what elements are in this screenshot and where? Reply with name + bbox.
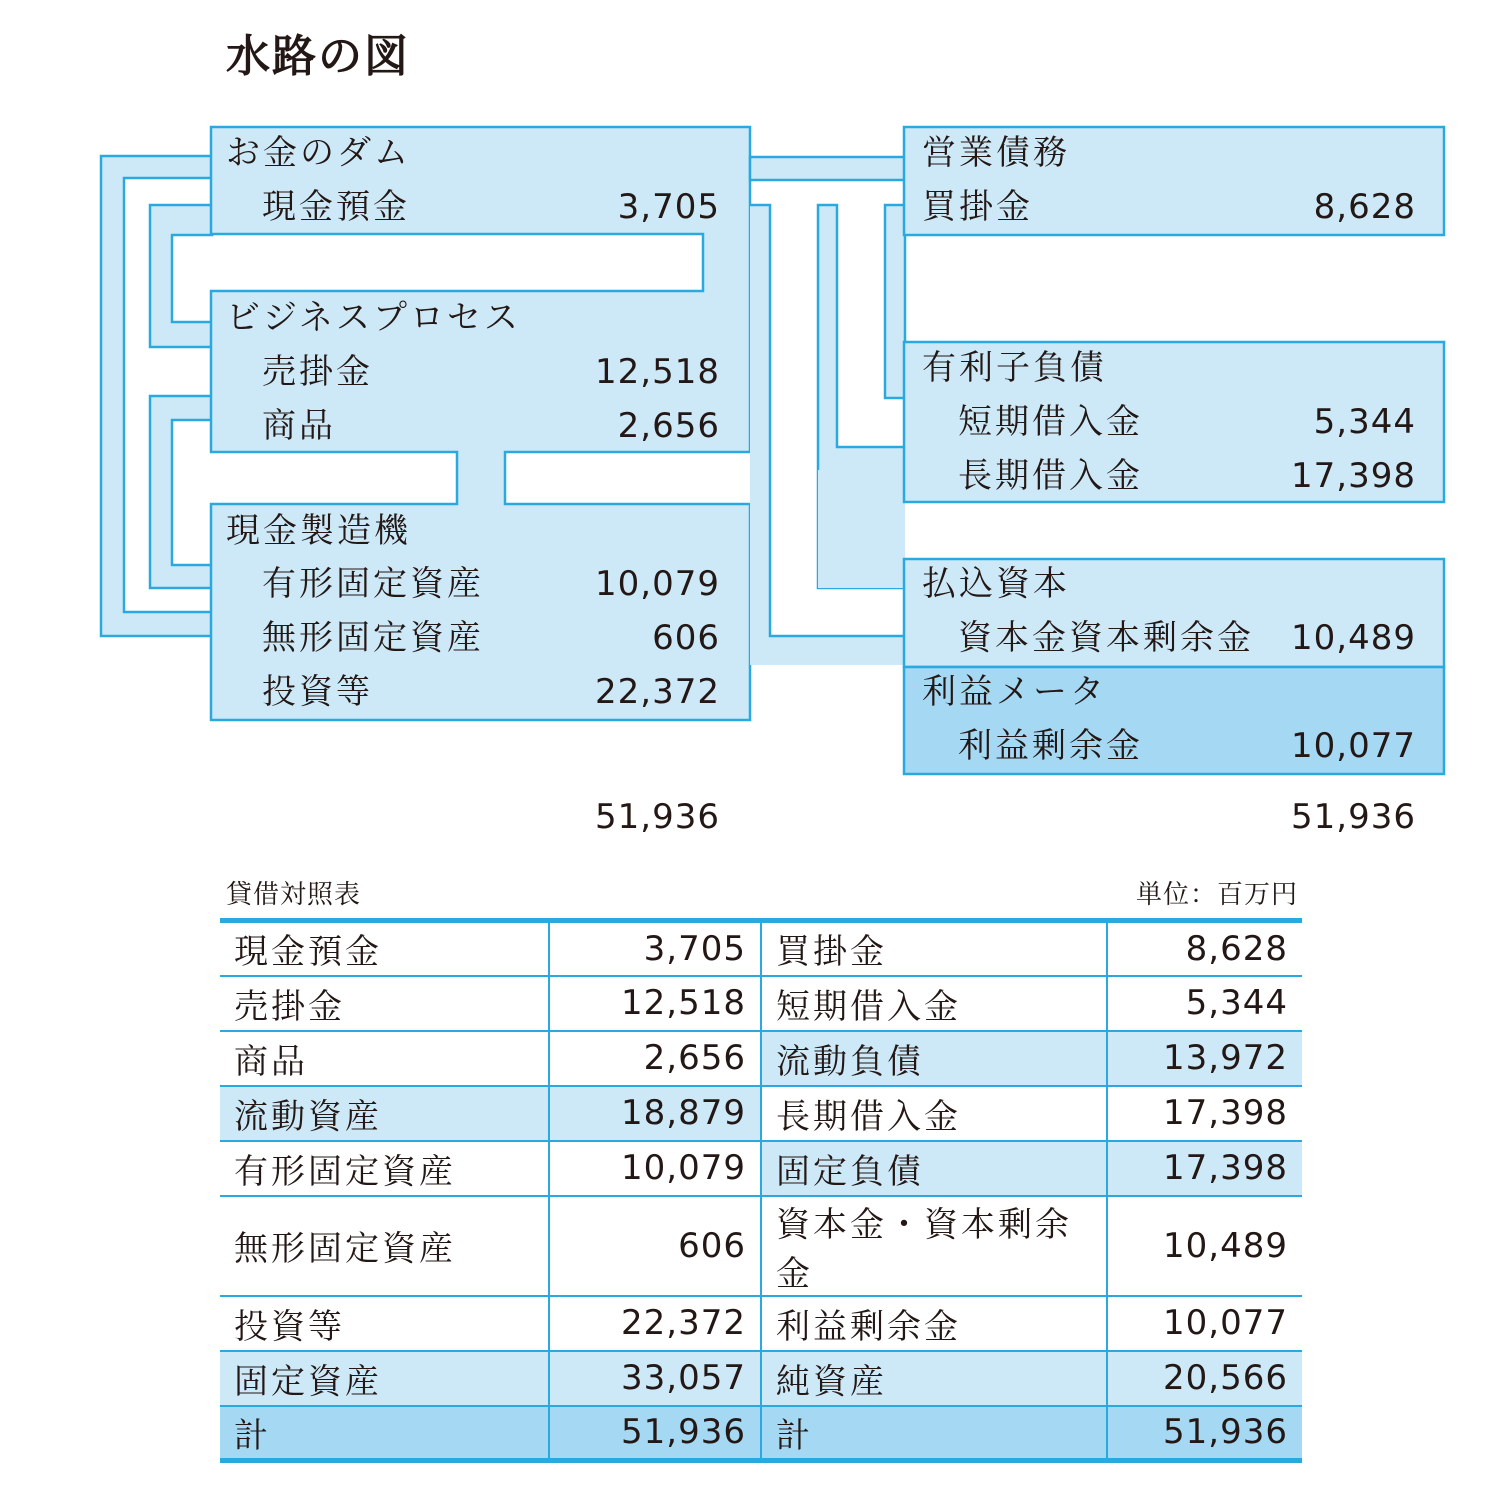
dam-item-label: 現金預金 [262,187,410,227]
asset-label: 無形固定資産 [220,1196,549,1296]
liability-value: 17,398 [1107,1086,1302,1141]
liability-label: 短期借入金 [761,976,1107,1031]
machine-heading: 現金製造機 [226,511,411,551]
asset-value: 12,518 [549,976,761,1031]
table-caption: 貸借対照表 [226,880,362,910]
asset-value: 10,079 [549,1141,761,1196]
liability-label: 資本金・資本剰余金 [761,1196,1107,1296]
asset-label: 商品 [220,1031,549,1086]
machine-item-label: 投資等 [262,672,373,712]
asset-value: 33,057 [549,1351,761,1406]
payables-item-label: 買掛金 [922,187,1033,227]
table-row [220,1141,1302,1196]
dam-process-pipe [150,205,212,347]
payables-heading: 営業債務 [922,133,1070,173]
liability-label: 利益剰余金 [761,1296,1107,1351]
machine-item-value: 10,079 [595,564,720,604]
left-total: 51,936 [595,797,720,837]
machine-item-value: 22,372 [595,672,720,712]
process-item-label: 売掛金 [262,352,373,392]
capital-heading: 払込資本 [922,564,1070,604]
profit-item-label: 利益剰余金 [958,726,1143,766]
asset-label: 流動資産 [220,1086,549,1141]
table-row [220,921,1302,976]
payables-item-value: 8,628 [1313,187,1416,227]
liability-total-value: 51,936 [1107,1406,1302,1461]
asset-total-value: 51,936 [549,1406,761,1461]
asset-label: 売掛金 [220,976,549,1031]
profit-item-value: 10,077 [1291,726,1416,766]
liability-label: 固定負債 [761,1141,1107,1196]
asset-value: 18,879 [549,1086,761,1141]
liability-value: 8,628 [1107,921,1302,976]
profit-heading: 利益メータ [922,672,1107,712]
debt-item-value: 5,344 [1313,402,1416,442]
process-heading: ビジネスプロセス [226,298,521,338]
table-row [220,1296,1302,1351]
machine-item-label: 有形固定資産 [262,564,484,604]
asset-value: 2,656 [549,1031,761,1086]
table-row [220,1031,1302,1086]
liability-value: 13,972 [1107,1031,1302,1086]
table-row [220,1196,1302,1296]
liability-total-label: 計 [761,1406,1107,1461]
asset-value: 22,372 [549,1296,761,1351]
unit-label: 単位：百万円 [1135,880,1298,910]
machine-item-value: 606 [652,618,720,658]
debt-heading: 有利子負債 [922,348,1107,388]
liability-value: 5,344 [1107,976,1302,1031]
debt-item-label: 長期借入金 [958,456,1143,496]
asset-value: 3,705 [549,921,761,976]
process-item-value: 2,656 [617,406,720,446]
dam-heading: お金のダム [226,133,411,173]
top-connector-pipe [750,157,905,180]
liability-label: 流動負債 [761,1031,1107,1086]
capital-item-label: 資本金資本剰余金 [958,618,1254,658]
liability-value: 20,566 [1107,1351,1302,1406]
payables-pipe [885,205,905,398]
process-item-label: 商品 [262,406,336,446]
asset-label: 固定資産 [220,1351,549,1406]
table-row [220,976,1302,1031]
process-item-value: 12,518 [595,352,720,392]
liability-label: 純資産 [761,1351,1107,1406]
table-total-row [220,1406,1302,1461]
process-machine-pipe [150,396,212,588]
liability-label: 買掛金 [761,921,1107,976]
asset-label: 有形固定資産 [220,1141,549,1196]
asset-label: 現金預金 [220,921,549,976]
right-total: 51,936 [1291,797,1416,837]
debt-item-label: 短期借入金 [958,402,1143,442]
balance-sheet-table [220,918,1302,1463]
asset-value: 606 [549,1196,761,1296]
table-row [220,1351,1302,1406]
page-title: 水路の図 [226,31,410,82]
liability-value: 10,489 [1107,1196,1302,1296]
liability-label: 長期借入金 [761,1086,1107,1141]
dam-item-value: 3,705 [617,187,720,227]
table-row [220,1086,1302,1141]
liability-value: 17,398 [1107,1141,1302,1196]
capital-item-value: 10,489 [1291,618,1416,658]
asset-label: 投資等 [220,1296,549,1351]
liability-value: 10,077 [1107,1296,1302,1351]
machine-item-label: 無形固定資産 [262,618,484,658]
asset-total-label: 計 [220,1406,549,1461]
debt-item-value: 17,398 [1291,456,1416,496]
